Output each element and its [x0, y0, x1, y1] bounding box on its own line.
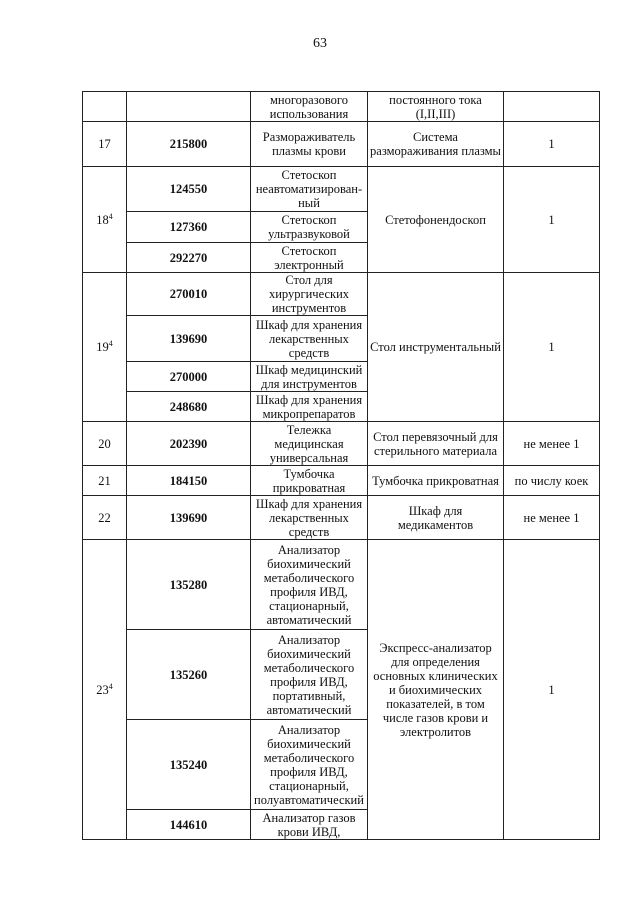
- row-number-cell: 20: [83, 422, 127, 466]
- row-number-cell: 17: [83, 122, 127, 167]
- name-cell: Тележка медицинская универсальная: [251, 422, 368, 466]
- qty-cell: не менее 1: [504, 496, 600, 540]
- row-number: 23: [96, 682, 109, 697]
- table-row: [83, 273, 600, 316]
- code-cell: 215800: [127, 122, 251, 167]
- qty-cell: [504, 92, 600, 122]
- row-number-cell: 22: [83, 496, 127, 540]
- table-row: [83, 92, 600, 122]
- name-cell: Анализатор газов крови ИВД,: [251, 810, 368, 840]
- qty-cell: 1: [504, 167, 600, 273]
- code-cell: 139690: [127, 496, 251, 540]
- qty-cell: 1: [504, 122, 600, 167]
- name-cell: Шкаф для хранения лекарственных средств: [251, 496, 368, 540]
- name-cell: Анализатор биохимический метаболического профиля ИВД, стационарный, автоматический: [251, 540, 368, 630]
- table-row: [83, 496, 600, 540]
- code-cell: 135260: [127, 630, 251, 720]
- row-number-cell: [83, 540, 127, 840]
- table-row: [83, 422, 600, 466]
- qty-cell: по числу коек: [504, 466, 600, 496]
- code-cell: 127360: [127, 212, 251, 243]
- qty-cell: не менее 1: [504, 422, 600, 466]
- row-number-cell: [83, 92, 127, 122]
- type-cell: Тумбочка прикроватная: [368, 466, 504, 496]
- name-cell: Шкаф медицинский для инструментов: [251, 362, 368, 392]
- type-cell: постоянного тока (I,II,III): [368, 92, 504, 122]
- code-cell: 202390: [127, 422, 251, 466]
- row-number: 19: [96, 340, 109, 354]
- code-cell: 139690: [127, 316, 251, 362]
- equipment-table: [82, 91, 600, 840]
- table-row: [83, 122, 600, 167]
- code-cell: 124550: [127, 167, 251, 212]
- code-cell: 292270: [127, 243, 251, 273]
- name-cell: Тумбочка прикроватная: [251, 466, 368, 496]
- type-cell: Шкаф для медикаментов: [368, 496, 504, 540]
- table-row: [83, 540, 600, 630]
- row-number-cell: [83, 167, 127, 273]
- footnote-mark: 4: [108, 681, 113, 691]
- code-cell: 135240: [127, 720, 251, 810]
- code-cell: 144610: [127, 810, 251, 840]
- code-cell: 135280: [127, 540, 251, 630]
- type-cell: Стол инструментальный: [368, 273, 504, 422]
- table-row: [83, 167, 600, 212]
- name-cell: Размораживатель плазмы крови: [251, 122, 368, 167]
- footnote-mark: 4: [108, 338, 113, 348]
- code-cell: 184150: [127, 466, 251, 496]
- code-cell: 270010: [127, 273, 251, 316]
- row-number: 18: [96, 212, 109, 227]
- qty-cell: 1: [504, 540, 600, 840]
- name-cell: Стол для хирургических инструментов: [251, 273, 368, 316]
- code-cell: [127, 92, 251, 122]
- name-cell: Стетоскоп ультразвуковой: [251, 212, 368, 243]
- name-cell: Стетоскоп неавтоматизирован-ный: [251, 167, 368, 212]
- page-number: 63: [313, 36, 327, 51]
- table-row: [83, 466, 600, 496]
- name-cell: Шкаф для хранения лекарственных средств: [251, 316, 368, 362]
- name-cell: Анализатор биохимический метаболического профиля ИВД, портативный, автоматический: [251, 630, 368, 720]
- type-cell: Стол перевязочный для стерильного материала: [368, 422, 504, 466]
- type-cell: Стетофонендоскоп: [368, 167, 504, 273]
- row-number-cell: [83, 273, 127, 422]
- type-cell: Экспресс-анализатор для определения основных клинических и биохимических показателей, в том числе газов крови и электролитов: [368, 540, 504, 840]
- code-cell: 248680: [127, 392, 251, 422]
- code-cell: 270000: [127, 362, 251, 392]
- name-cell: Шкаф для хранения микропрепаратов: [251, 392, 368, 422]
- name-cell: Анализатор биохимический метаболического профиля ИВД, стационарный, полуавтоматический: [251, 720, 368, 810]
- type-cell: Система размораживания плазмы: [368, 122, 504, 167]
- row-number-cell: 21: [83, 466, 127, 496]
- qty-cell: 1: [504, 273, 600, 422]
- name-cell: Стетоскоп электронный: [251, 243, 368, 273]
- name-cell: многоразового использования: [251, 92, 368, 122]
- footnote-mark: 4: [108, 211, 113, 221]
